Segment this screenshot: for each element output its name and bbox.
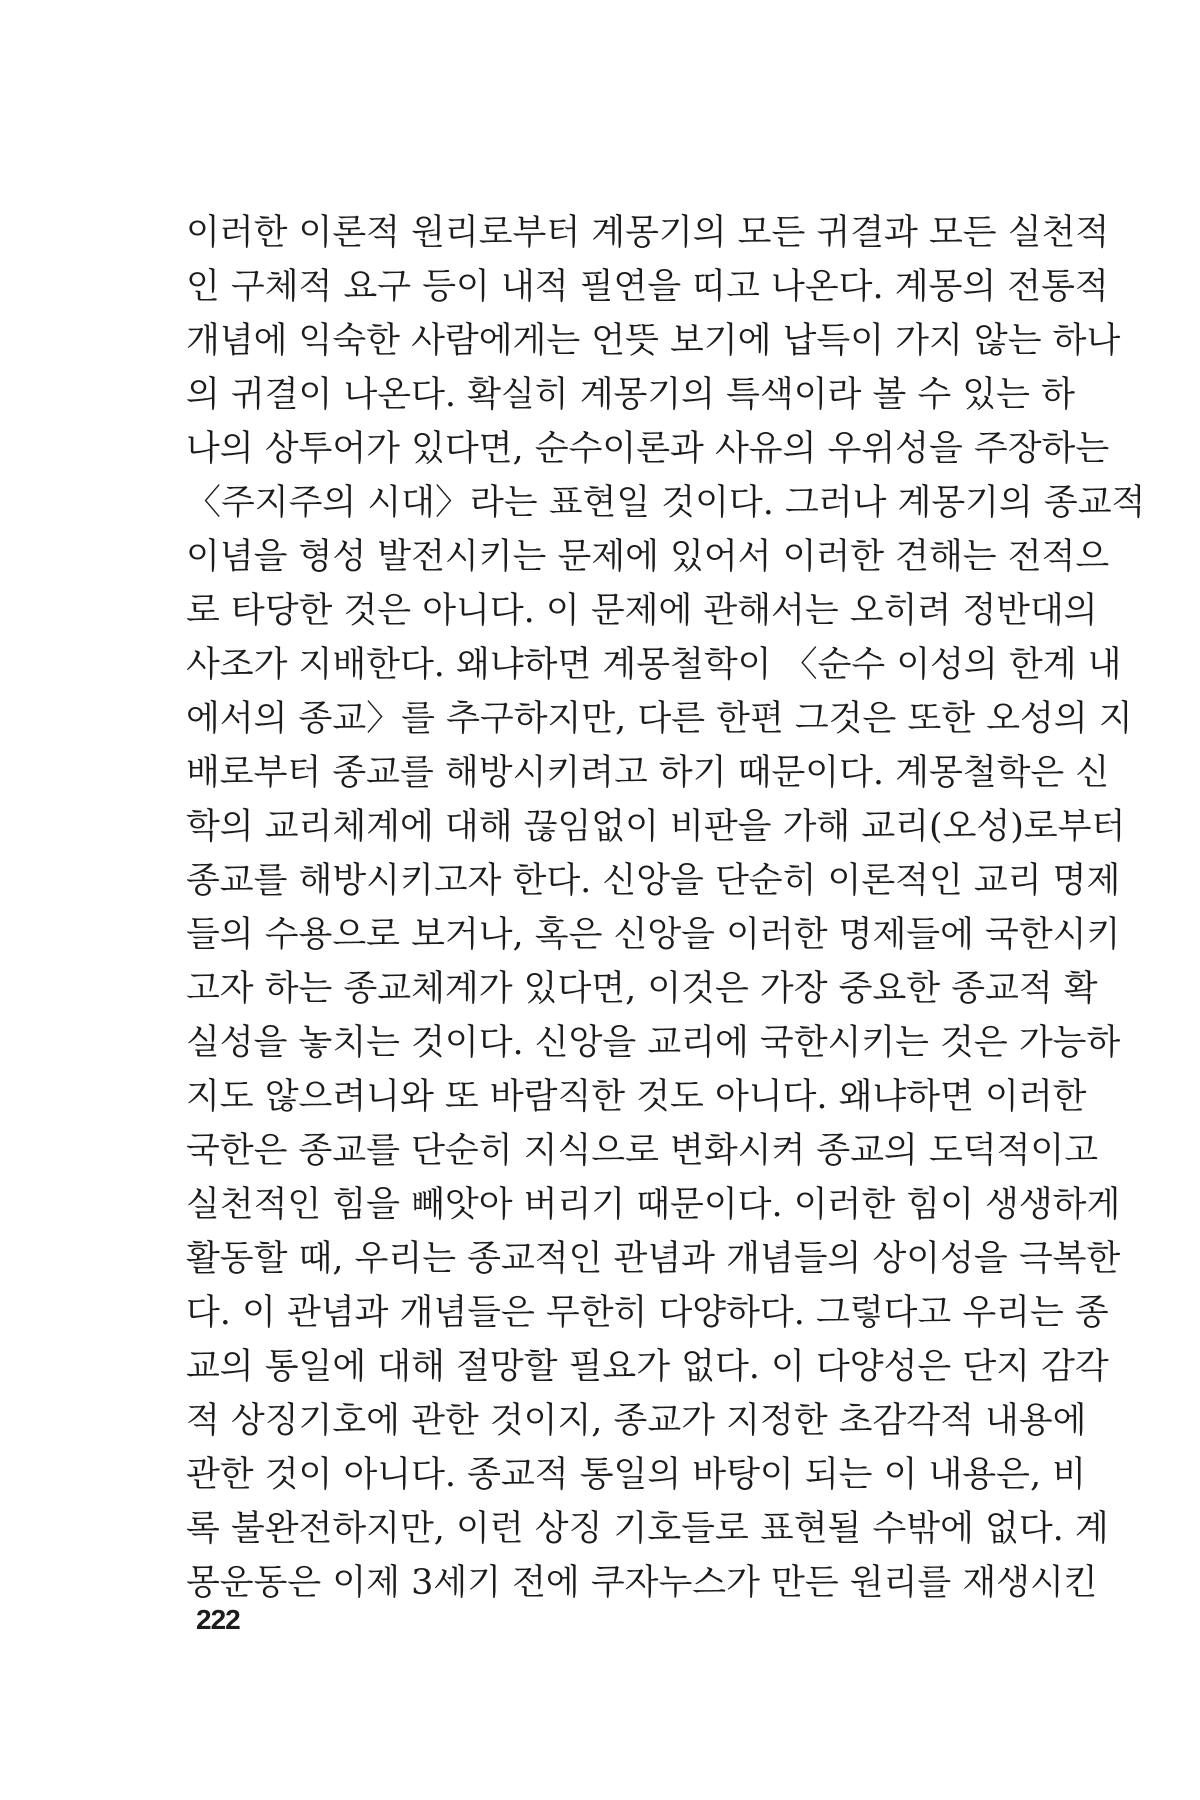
text-line: 적 상징기호에 관한 것이지, 종교가 지정한 초감각적 내용에 [186, 1401, 1087, 1441]
body-text [186, 206, 1146, 1610]
text-line: 이러한 이론적 원리로부터 계몽기의 모든 귀결과 모든 실천적 [186, 213, 1110, 253]
text-line: 사조가 지배한다. 왜냐하면 계몽철학이 〈순수 이성의 한계 내 [186, 645, 1122, 685]
text-line: 록 불완전하지만, 이런 상징 기호들로 표현될 수밖에 없다. 계 [186, 1509, 1109, 1549]
text-line: 개념에 익숙한 사람에게는 언뜻 보기에 납득이 가지 않는 하나 [186, 321, 1121, 361]
text-line: 인 구체적 요구 등이 내적 필연을 띠고 나온다. 계몽의 전통적 [186, 267, 1109, 307]
text-line: 〈주지주의 시대〉라는 표현일 것이다. 그러나 계몽기의 종교적 [186, 483, 1146, 523]
text-line: 실성을 놓치는 것이다. 신앙을 교리에 국한시키는 것은 가능하 [186, 1023, 1121, 1063]
text-line: 관한 것이 아니다. 종교적 통일의 바탕이 되는 이 내용은, 비 [186, 1455, 1087, 1495]
text-line: 배로부터 종교를 해방시키려고 하기 때문이다. 계몽철학은 신 [186, 753, 1110, 793]
text-line: 활동할 때, 우리는 종교적인 관념과 개념들의 상이성을 극복한 [186, 1239, 1121, 1279]
text-line: 국한은 종교를 단순히 지식으로 변화시켜 종교의 도덕적이고 [186, 1131, 1099, 1171]
page-number: 222 [196, 1604, 240, 1635]
text-line: 지도 않으려니와 또 바람직한 것도 아니다. 왜냐하면 이러한 [186, 1077, 1087, 1117]
text-line: 들의 수용으로 보거나, 혹은 신앙을 이러한 명제들에 국한시키 [186, 915, 1121, 955]
text-line: 의 귀결이 나온다. 확실히 계몽기의 특색이라 볼 수 있는 하 [186, 375, 1075, 415]
text-line: 고자 하는 종교체계가 있다면, 이것은 가장 중요한 종교적 확 [186, 969, 1098, 1009]
text-line: 실천적인 힘을 빼앗아 버리기 때문이다. 이러한 힘이 생생하게 [186, 1185, 1121, 1225]
text-line: 교의 통일에 대해 절망할 필요가 없다. 이 다양성은 단지 감각 [186, 1347, 1109, 1387]
text-line: 이념을 형성 발전시키는 문제에 있어서 이러한 견해는 전적으 [186, 537, 1110, 577]
text-line: 다. 이 관념과 개념들은 무한히 다양하다. 그렇다고 우리는 종 [186, 1293, 1109, 1333]
text-line: 에서의 종교〉를 추구하지만, 다른 한편 그것은 또한 오성의 지 [186, 699, 1133, 739]
text-line: 몽운동은 이제 3세기 전에 쿠자누스가 만든 원리를 재생시킨 [186, 1563, 1098, 1603]
text-line: 종교를 해방시키고자 한다. 신앙을 단순히 이론적인 교리 명제 [186, 861, 1121, 901]
text-line: 로 타당한 것은 아니다. 이 문제에 관해서는 오히려 정반대의 [186, 591, 1098, 631]
text-line: 나의 상투어가 있다면, 순수이론과 사유의 우위성을 주장하는 [186, 429, 1110, 469]
text-line: 학의 교리체계에 대해 끊임없이 비판을 가해 교리(오성)로부터 [186, 807, 1126, 847]
